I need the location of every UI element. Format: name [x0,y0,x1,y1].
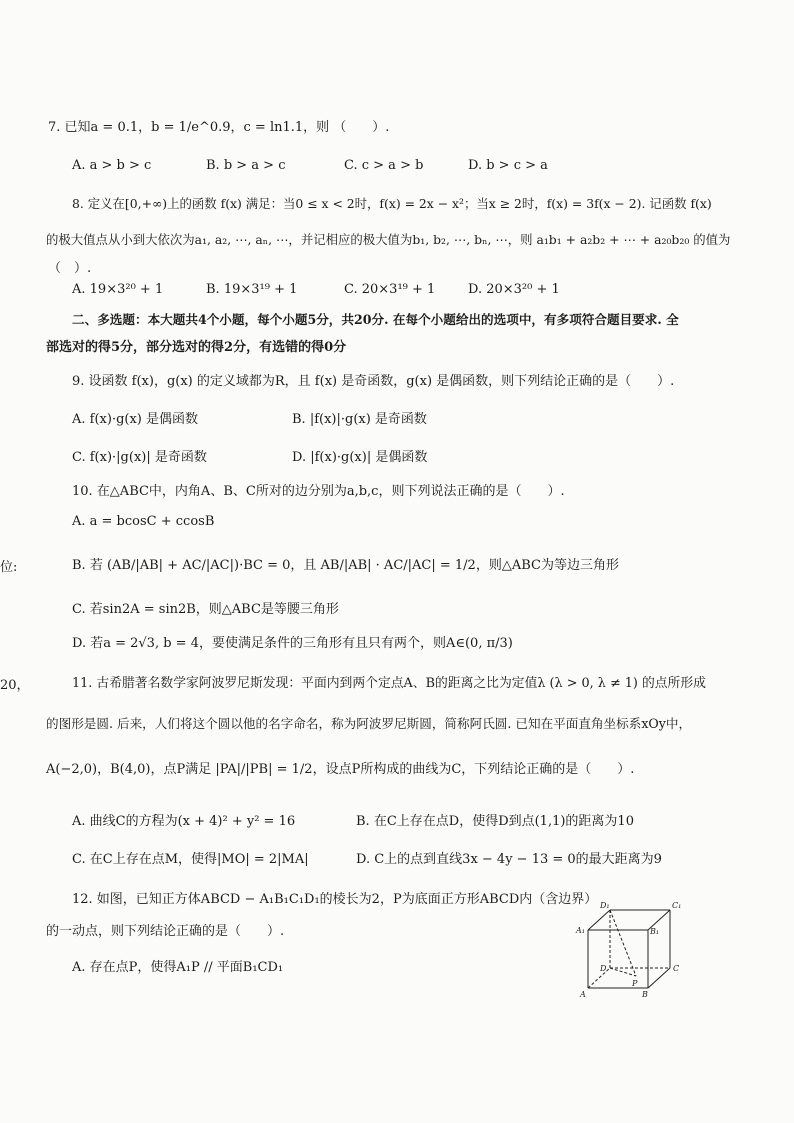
q8-option-a: A. 19×3²⁰ + 1 [72,282,164,297]
question-10-stem: 10. 在△ABC中，内角A、B、C所对的边分别为a,b,c，则下列说法正确的是（ ）. [72,484,565,499]
q10-option-b: B. 若 (AB/|AB| + AC/|AC|)·BC = 0，且 AB/|AB| · AC/|AC| = 1/2，则△ABC为等边三角形 [72,558,619,573]
q9-option-c: C. f(x)·|g(x)| 是奇函数 [72,450,207,465]
label-d: D [600,964,607,973]
label-c: C [673,964,680,973]
q11-option-b: B. 在C上存在点D，使得D到点(1,1)的距离为10 [356,814,634,829]
question-11-stem-line-1: 11. 古希腊著名数学家阿波罗尼斯发现：平面内到两个定点A、B的距离之比为定值λ (λ > 0, λ ≠ 1) 的点所形成 [72,676,706,691]
cube-diagram [572,896,692,1006]
edge-a1-d1 [588,910,610,930]
q7-option-d: D. b > c > a [468,158,548,173]
q12-option-a: A. 存在点P，使得A₁P // 平面B₁CD₁ [72,960,284,975]
section-2-heading-line-2: 部选对的得5分，部分选对的得2分，有选错的得0分 [46,340,347,355]
question-11-stem-line-2: 的图形是圆. 后来，人们将这个圆以他的名字命名，称为阿波罗尼斯圆，简称阿氏圆. 已知在平面直角坐标系xOy中， [46,716,692,731]
label-b1: B₁ [650,927,660,936]
q9-option-d: D. |f(x)·g(x)| 是偶函数 [292,450,428,465]
label-p: P [632,979,638,988]
q8-option-b: B. 19×3¹⁹ + 1 [206,282,298,297]
margin-left-top: 位: [0,560,18,575]
q7-option-b: B. b > a > c [206,158,286,173]
label-c1: C₁ [672,901,682,910]
label-a1: A₁ [576,926,585,935]
question-8-stem-line-2: 的极大值点从小到大依次为a₁, a₂, ⋯, aₙ, ⋯，并记相应的极大值为b₁, b₂, ⋯, bₙ, ⋯，则 a₁b₁ + a₂b₂ + ⋯ + a₂₀b₂₀ 的值为 [46,232,731,247]
question-9-stem: 9. 设函数 f(x)，g(x) 的定义域都为R，且 f(x) 是奇函数，g(x) 是偶函数，则下列结论正确的是（ ）. [72,374,675,389]
label-a: A [580,990,586,999]
q11-option-d: D. C上的点到直线3x − 4y − 13 = 0的最大距离为9 [356,852,662,867]
q11-option-c: C. 在C上存在点M，使得|MO| = 2|MA| [72,852,309,867]
q8-option-d: D. 20×3²⁰ + 1 [468,282,560,297]
section-2-heading-line-1: 二、多选题：本大题共4个小题，每个小题5分，共20分. 在每个小题给出的选项中，有多项符合题目要求. 全 [72,312,679,327]
q10-option-a: A. a = bcosC + ccosB [72,514,215,529]
label-b: B [642,990,648,999]
question-12-stem-line-1: 12. 如图，已知正方体ABCD − A₁B₁C₁D₁的棱长为2，P为底面正方形ABCD内（含边界） [72,892,598,907]
question-7-stem: 7. 已知a = 0.1，b = 1/e^0.9，c = ln1.1，则 （ ）. [48,120,390,135]
segment-d-p [610,968,636,976]
cube-figure [572,896,692,1006]
question-8-stem-line-1: 8. 定义在[0,+∞)上的函数 f(x) 满足：当0 ≤ x < 2时，f(x) = 2x − x²；当x ≥ 2时，f(x) = 3f(x − 2). 记函数 f(x) [72,196,712,211]
q10-option-c: C. 若sin2A = sin2B，则△ABC是等腰三角形 [72,602,339,617]
q8-option-c: C. 20×3¹⁹ + 1 [344,282,436,297]
question-12-stem-line-2: 的一动点，则下列结论正确的是（ ）. [46,924,285,939]
edge-a-d [588,968,610,988]
question-11-stem-line-3: A(−2,0)，B(4,0)，点P满足 |PA|/|PB| = 1/2，设点P所构成的曲线为C，下列结论正确的是（ ）. [46,762,635,777]
q10-option-d: D. 若a = 2√3, b = 4，要使满足条件的三角形有且只有两个，则A∈(0, π/3) [72,636,513,651]
margin-left-bottom: 20， [0,678,30,693]
segment-d1-p [610,910,636,976]
q11-option-a: A. 曲线C的方程为(x + 4)² + y² = 16 [72,814,296,829]
edge-b-c [648,968,670,988]
q9-option-b: B. |f(x)|·g(x) 是奇函数 [292,412,427,427]
question-8-stem-line-3: （ ）. [48,261,92,276]
q7-option-a: A. a > b > c [72,158,152,173]
label-d1: D₁ [600,901,610,910]
q7-option-c: C. c > a > b [344,158,424,173]
q9-option-a: A. f(x)·g(x) 是偶函数 [72,412,199,427]
